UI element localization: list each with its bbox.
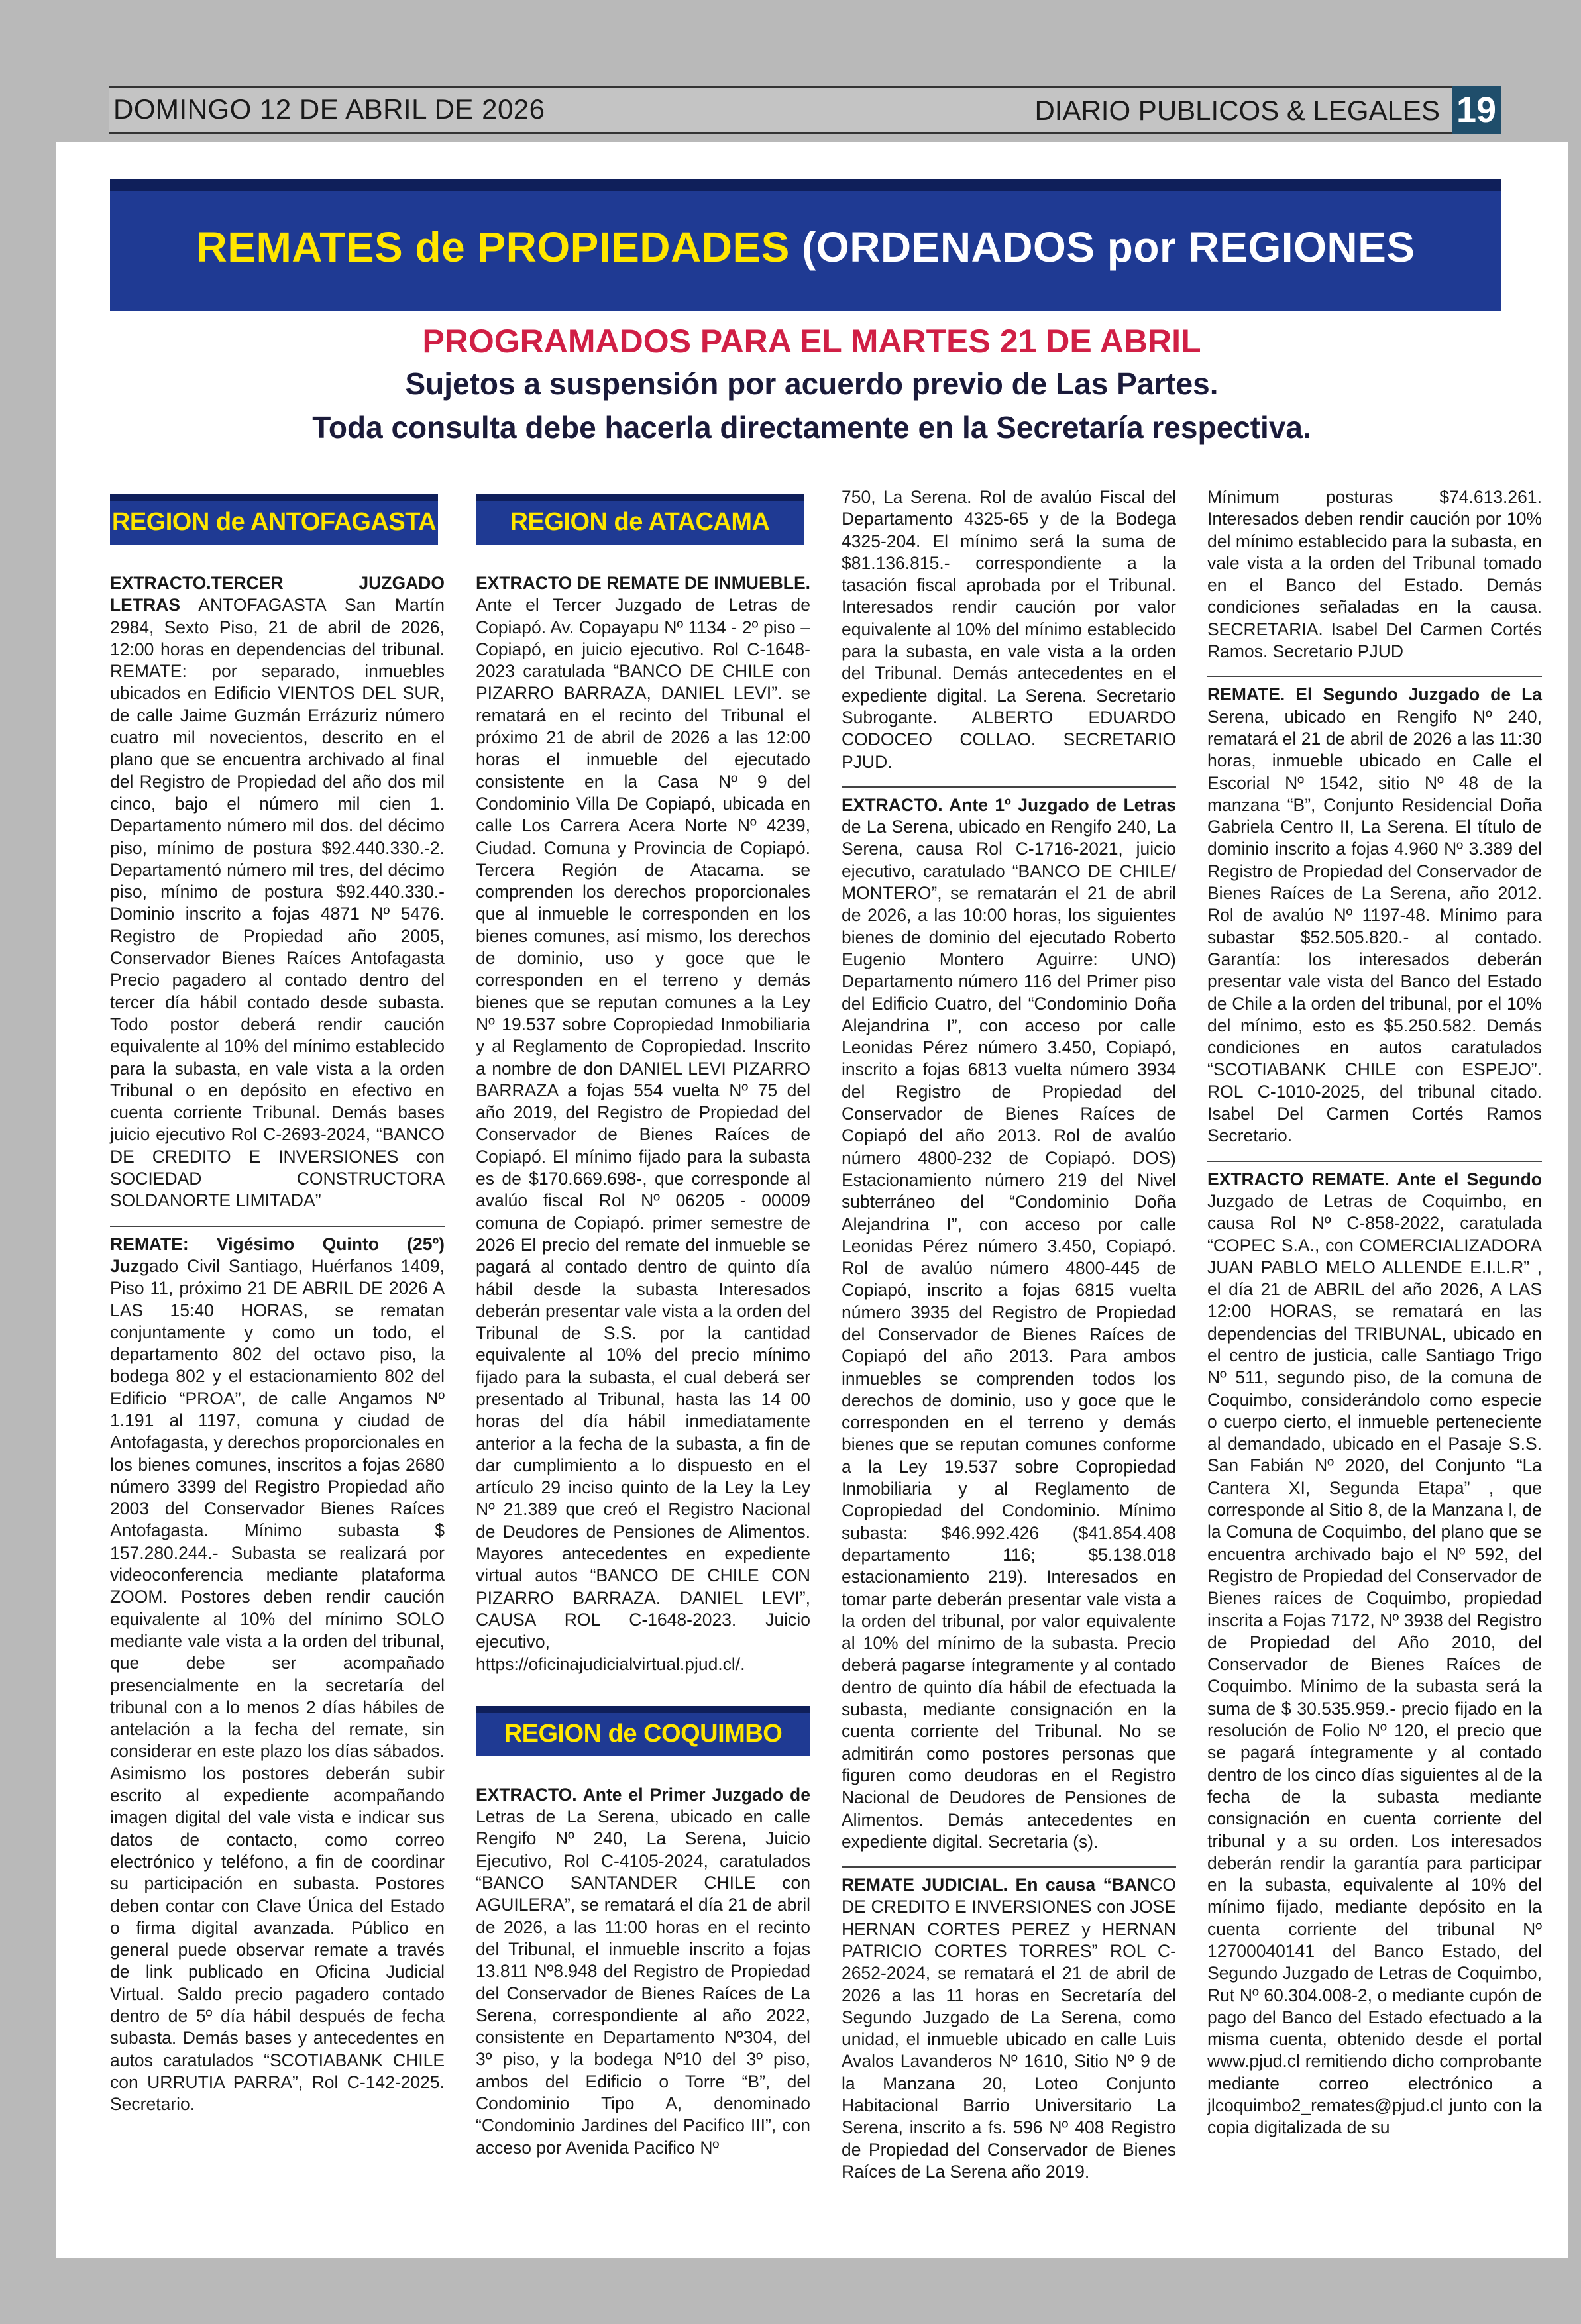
section-banner bbox=[110, 179, 1501, 311]
notice-lead: REMATE: Vigésimo Quinto (25º) Juz bbox=[110, 1234, 445, 1276]
page-number: 19 bbox=[1452, 86, 1501, 134]
consultation-notice: Toda consulta debe hacerla directamente en la Secretaría respectiva. bbox=[312, 410, 1311, 445]
region-header-antofagasta: REGION de ANTOFAGASTA bbox=[110, 494, 438, 545]
banner-title-part1: REMATES de PROPIEDADES bbox=[196, 223, 790, 271]
notice-coquimbo-5 bbox=[1207, 1161, 1542, 2139]
header-newspaper-name: DIARIO PUBLICOS & LEGALES bbox=[1034, 95, 1440, 126]
notice-body: Juzgado de Letras de Coquimbo, en causa Rol Nº C-858-2022, caratulada “COPEC S.A., con COMERCIALIZADORA JUAN PABLO MELO ALLENDE E.I.L.R” , el día 21 de ABRIL del año 2026, A LAS 12:00 HORAS, se rematará en las dependencias del TRIBUNAL, ubicado en el centro de justicia, calle Santiago Trigo Nº 511, segundo piso, de la comuna de Coquimbo, considerándolo como especie o cuerpo cierto, el inmueble perteneciente al demandado, ubicado en el Pasaje S.S. San Fabián Nº 2020, del Conjunto “La Cantera XI, Segunda Etapa” , que corresponde al Sitio 8, de la Manzana l, de la Comuna de Coquimbo, del plano que se encuentra archivado bajo el Nº 592, del Registro de Propiedad del Conservador de Bienes raíces de Coquimbo, propiedad inscrita a Fojas 7172, Nº 3938 del Registro de Propiedad del Año 2010, del Conservador de Bienes Raíces de Coquimbo. Mínimo de la subasta será la suma de $ 30.535.959.- precio fijado en la resolución de Folio Nº 120, el precio que se pagará íntegramente y al contado dentro de los cinco días siguientes al de la fecha de la subasta mediante consignación en cuenta corriente del tribunal y a su orden. Los interesados deberán rendir la garantía para participar en la subasta, equivalente al 10% del mínimo fijado, mediante depósito en la cuenta corriente del tribunal Nº 12700040141 del Banco Estado, del Segundo Juzgado de Letras de Coquimbo, Rut Nº 60.304.008-2, o mediante cupón de pago del Banco del Estado efectuado a la misma cuenta, obtenido desde el portal www.pjud.cl remitiendo dicho comprobante mediante correo electrónico a jlcoquimbo2_remates@pjud.cl junto con la copia digitalizada de su bbox=[1207, 1190, 1542, 2138]
notice-body: CO DE CREDITO E INVERSIONES con JOSE HERNAN CORTES PEREZ y HERNAN PATRICIO CORTES TORRES” ROL C-2652-2024, se rematará el 21 de abril de 2026 a las 11 horas en Secretaría del Segundo Juzgado de La Serena, como unidad, el inmueble ubicado en calle Luis Avalos Lavanderos Nº 1610, Sitio Nº 9 de la Manzana 20, Loteo Conjunto Habitacional Barrio Universitario La Serena, inscrito a fs. 596 Nº 408 Registro de Propiedad del Conservador de Bienes Raíces de La Serena año 2019. bbox=[842, 1875, 1176, 2182]
region-header-coquimbo: REGION de COQUIMBO bbox=[476, 1706, 810, 1756]
notice-lead: REMATE. El Segundo Juzgado de La bbox=[1207, 684, 1542, 705]
notice-body: 750, La Serena. Rol de avalúo Fiscal del Departamento 4325-65 y de la Bodega 4325-204. El mínimo será la suma de $81.136.815.- correspondiente a la tasación fiscal aprobada por el Tribunal. Interesados rendir caución por valor equivalente al 10% del mínimo establecido para la subasta, en vale vista a la orden del Tribunal. Demás antecedentes en el expediente digital. La Serena. Secretario Subrogante. ALBERTO EDUARDO CODOCEO COLLAO. SECRETARIO PJUD. bbox=[842, 487, 1176, 772]
notice-coquimbo-4 bbox=[1207, 676, 1542, 1147]
notice-coquimbo-3 bbox=[842, 1866, 1176, 2183]
notice-coquimbo-1-continued bbox=[842, 486, 1176, 773]
notice-body: Ante el Tercer Juzgado de Letras de Copiapó. Av. Copayapu Nº 1134 - 2º piso – Copiapó, en juicio ejecutivo. Rol C-1648-2023 caratulada “BANCO DE CHILE con PIZARRO BARRAZA, DANIEL LEVI”. se rematará en el recinto del Tribunal el próximo 21 de abril de 2026 a las 12:00 horas el inmueble del ejecutado consistente en la Casa Nº 9 del Condominio Villa De Copiapó, ubicada en calle Los Carrera Acera Norte Nº 4239, Ciudad. Comuna y Provincia de Copiapó. Tercera Región de Atacama. se comprenden los derechos proporcionales que al inmueble le corresponden en los bienes comunes, así mismo, los derechos de dominio, uso y goce que le corresponden en el terreno y demás bienes que se reputan comunes a la Ley Nº 19.537 sobre Copropiedad Inmobiliaria y al Reglamento de Copropiedad. Inscrito a nombre de don DANIEL LEVI PIZARRO BARRAZA a fojas 554 vuelta Nº 75 del año 2019, del Registro de Propiedad del Conservador de Bienes Raíces de Copiapó. El mínimo fijado para la subasta es de $170.669.698-, que corresponde al avalúo fiscal Rol Nº 06205 - 00009 comuna de Copiapó. primer semestre de 2026 El precio del remate del inmueble se pagará al contado dentro de quinto día hábil desde la subasta Interesados deberán presentar vale vista a la orden del Tribunal de S.S. por la cantidad equivalente al 10% del precio mínimo fijado para la subasta, el cual deberá ser presentado al Tribunal, hasta las 14 00 horas del día hábil inmediatamente anterior a la fecha de la subasta, a fin de dar cumplimiento a lo dispuesto en el artículo 29 inciso quinto de la Ley la Ley Nº 21.389 que creó el Registro Nacional de Deudores de Pensiones de Alimentos. Mayores antecedentes en expediente virtual autos “BANCO DE CHILE CON PIZARRO BARRAZA. DANIEL LEVI”, CAUSA ROL C-1648-2023. Juicio ejecutivo, https://oficinajudicialvirtual.pjud.cl/. bbox=[476, 595, 810, 1674]
column-3 bbox=[842, 486, 1176, 2196]
header-date: DOMINGO 12 DE ABRIL DE 2026 bbox=[113, 93, 545, 125]
notice-body: Letras de La Serena, ubicado en calle Rengifo Nº 240, La Serena, Juicio Ejecutivo, Rol C-4105-2024, caratulados “BANCO SANTANDER CHILE con AGUILERA”, se rematará el día 21 de abril de 2026, a las 11:00 horas en el recinto del Tribunal, el inmueble inscrito a fojas 13.811 Nº8.948 del Registro de Propiedad del Conservador de Bienes Raíces de La Serena, correspondiente al año 2022, consistente en Departamento Nº304, del 3º piso, y la bodega Nº10 del 3º piso, ambos del Edificio o Torre “B”, del Condominio Tipo A, denominado “Condominio Jardines del Pacifico III”, con acceso por Avenida Pacifico Nº bbox=[476, 1807, 810, 2158]
banner-title-part2: (ORDENADOS por REGIONES bbox=[802, 223, 1415, 271]
notice-coquimbo-1 bbox=[476, 1784, 810, 2159]
suspension-notice: Sujetos a suspensión por acuerdo previo de Las Partes. bbox=[405, 366, 1219, 401]
notice-body: ANTOFAGASTA San Martín 2984, Sexto Piso, 21 de abril de 2026, 12:00 horas en dependencias del tribunal. REMATE: por separado, inmuebles ubicados en Edificio VIENTOS DEL SUR, de calle Jaime Guzmán Errázuriz número cuatro mil novecientos, descrito en el plano que se encuentra archivado al final del Registro de Propiedad del año dos mil cinco, bajo el número mil cien 1. Departamento número mil dos. del décimo piso, mínimo de postura $92.440.330.-2. Departamentó número mil tres, del décimo piso, mínimo de postura $92.440.330.- Dominio inscrito a fojas 4871 Nº 5476. Registro de Propiedad año 2005, Conservador Bienes Raíces Antofagasta Precio pagadero al contado dentro del tercer día hábil contado desde subasta. Todo postor deberá rendir caución equivalente al 10% del mínimo establecido para la subasta, en vale vista a la orden Tribunal o en depósito en efectivo en cuenta corriente Tribunal. Demás bases juicio ejecutivo Rol C-2693-2024, “BANCO DE CREDITO E INVERSIONES con SOCIEDAD CONSTRUCTORA SOLDANORTE LIMITADA” bbox=[110, 595, 445, 1211]
newspaper-page bbox=[56, 142, 1568, 2258]
notice-antofagasta-2 bbox=[110, 1226, 445, 2116]
notice-lead: EXTRACTO DE REMATE DE INMUEBLE. bbox=[476, 573, 810, 593]
notice-body: Serena, ubicado en Rengifo Nº 240, rematará el 21 de abril de 2026 a las 11:30 horas, inmueble ubicado en Calle el Escorial Nº 1542, sitio Nº 48 de la manzana “B”, Conjunto Residencial Doña Gabriela Centro II, La Serena. El título de dominio inscrito a fojas 4.960 Nº 3.389 del Registro de Propiedad del Conservador de Bienes Raíces de La Serena, año 2012. Rol de avalúo Nº 1197-48. Mínimo para subastar $52.505.820.- al contado. Garantía: los interesados deberán presentar vale vista del Banco del Estado de Chile a la orden del tribunal, por el 10% del mínimo, esto es $5.250.582. Demás condiciones en autos caratulados “SCOTIABANK CHILE con ESPEJO”. ROL C-1010-2025, del tribunal citado. Isabel Del Carmen Cortés Ramos Secretario. bbox=[1207, 706, 1542, 1146]
column-2 bbox=[476, 486, 810, 2172]
notice-coquimbo-2 bbox=[842, 786, 1176, 1853]
notice-atacama-1 bbox=[476, 572, 810, 1675]
banner-title bbox=[110, 223, 1501, 272]
column-4 bbox=[1207, 486, 1542, 2152]
notice-lead: EXTRACTO REMATE. Ante el Segundo bbox=[1207, 1169, 1542, 1189]
column-1 bbox=[110, 486, 445, 2129]
notice-lead: EXTRACTO. Ante el Primer Juzgado de bbox=[476, 1784, 810, 1805]
notice-lead: REMATE JUDICIAL. En causa “BAN bbox=[842, 1875, 1150, 1895]
region-header-atacama: REGION de ATACAMA bbox=[476, 494, 804, 545]
notice-lead: EXTRACTO. Ante 1º Juzgado de Letras bbox=[842, 794, 1176, 815]
notice-coquimbo-3-continued bbox=[1207, 486, 1542, 662]
notice-antofagasta-1 bbox=[110, 572, 445, 1212]
page-header bbox=[109, 86, 1501, 134]
notice-body: gado Civil Santiago, Huérfanos 1409, Piso 11, próximo 21 DE ABRIL DE 2026 A LAS 15:40 HORAS, se rematan conjuntamente y como un todo, el departamento 802 del octavo piso, la bodega 802 y el estacionamiento 802 del Edificio “PROA”, de calle Angamos Nº 1.191 al 1197, comuna y ciudad de Antofagasta, y derechos proporcionales en los bienes comunes, inscritos a fojas 2680 número 3399 del Registro Propiedad año 2003 del Conservador Bienes Raíces Antofagasta. Mínimo subasta $ 157.280.244.- Subasta se realizará por videoconferencia mediante plataforma ZOOM. Postores deben rendir caución equivalente al 10% del mínimo SOLO mediante vale vista a la orden del tribunal, que debe ser acompañado presencialmente en la secretaría del tribunal con a lo menos 2 días hábiles de antelación a la fecha del remate, sin considerar en este plazo los días sábados. Asimismo los postores deberán subir escrito al expediente acompañando imagen digital del vale vista e indicar sus datos de contacto, como correo electrónico y teléfono, a fin de coordinar su participación en subasta. Postores deben contar con Clave Única del Estado o firma digital avanzada. Público en general puede observar remate a través de link publicado en Oficina Judicial Virtual. Saldo precio pagadero contado dentro de 5º día hábil después de fecha subasta. Demás bases y antecedentes en autos caratulados “SCOTIABANK CHILE con URRUTIA PARRA”, Rol C-142-2025. Secretario. bbox=[110, 1255, 445, 2115]
schedule-subtitle: PROGRAMADOS PARA EL MARTES 21 DE ABRIL bbox=[422, 323, 1201, 360]
notice-body: de La Serena, ubicado en Rengifo 240, La Serena, causa Rol C-1716-2021, juicio ejecutivo, caratulado “BANCO DE CHILE/ MONTERO”, se rematarán el 21 de abril de 2026, a las 10:00 horas, los siguientes bienes de dominio del ejecutado Roberto Eugenio Montero Aguirre: UNO) Departamento número 116 del Primer piso del Edificio Cuatro, del “Condominio Doña Alejandrina I”, con acceso por calle Leonidas Pérez número 3.450, Copiapó, inscrito a fojas 6813 vuelta número 3934 del Registro de Propiedad del Conservador de Bienes Raíces de Copiapó del año 2013. Rol de avalúo número 4800-232 de Copiapó. DOS) Estacionamiento número 219 del Nivel subterráneo del “Condominio Doña Alejandrina I”, con acceso por calle Leonidas Pérez número 3.450, Copiapó. Rol de avalúo número 4800-445 de Copiapó, inscrito a fojas 6815 vuelta número 3935 del Registro de Propiedad del Conservador de Bienes Raíces de Copiapó del año 2013. Para ambos inmuebles se comprenden todos los derechos de dominio, uso y goce que le corresponden en el terreno y demás bienes que se reputan comunes conforme a la Ley 19.537 sobre Copropiedad Inmobiliaria y al Reglamento de Copropiedad del Condominio. Mínimo subasta: $46.992.426 ($41.854.408 departamento 116; $5.138.018 estacionamiento 219). Interesados en tomar parte deberán presentar vale vista a la orden del tribunal, por valor equivalente al 10% del mínimo de la subasta. Precio deberá pagarse íntegramente y al contado dentro de quinto día hábil de efectuada la subasta, mediante consignación en la cuenta corriente del Tribunal. No se admitirán como postores personas que figuren como deudoras en el Registro Nacional de Deudores de Pensiones de Alimentos. Demás antecedentes en expediente digital. Secretaria (s). bbox=[842, 817, 1176, 1852]
notice-body: Mínimum posturas $74.613.261. Interesados deben rendir caución por 10% del mínimo establecido para la subasta, en vale vista a la orden del Tribunal tomado en el Banco del Estado. Demás condiciones señaladas en la causa. SECRETARIA. Isabel Del Carmen Cortés Ramos. Secretario PJUD bbox=[1207, 487, 1542, 662]
notice-lead: EXTRACTO.TERCER JUZGADO LETRAS bbox=[110, 573, 445, 615]
